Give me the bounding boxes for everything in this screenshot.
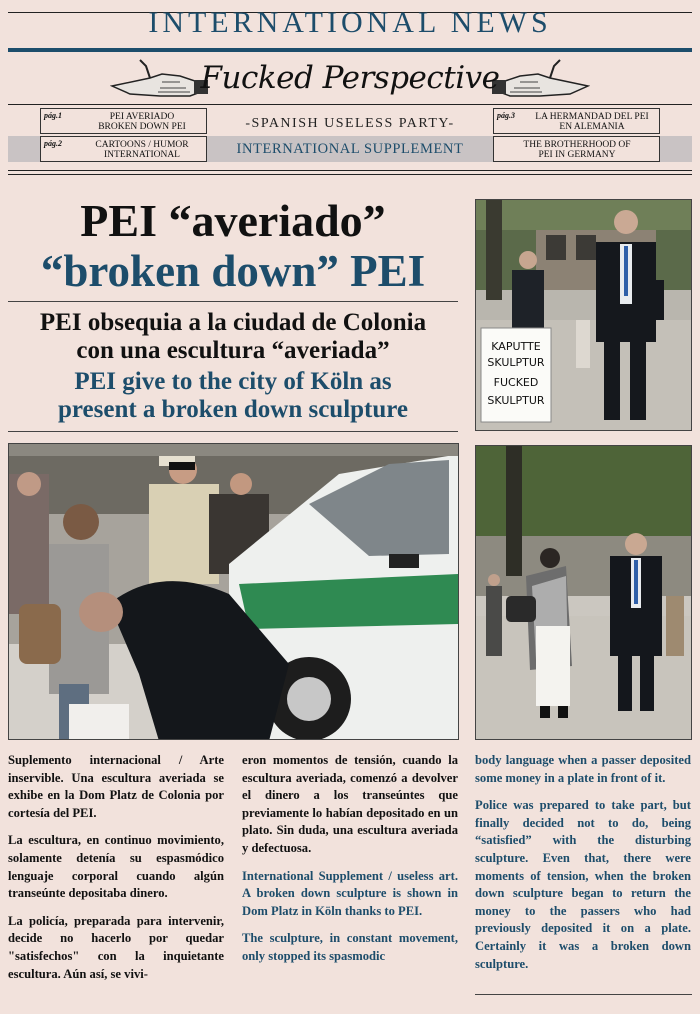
article-paragraph: Suplemento internacional / Arte inservible. Una escultura averiada se exhibe en la Dom Platz de Colonia por cortesía del PEI.: [8, 753, 224, 820]
index-page-number: pág.3: [497, 111, 515, 120]
index-box-page3: [493, 108, 660, 134]
party-label: -SPANISH USELESS PARTY-: [245, 116, 455, 131]
index-box-page1: [40, 108, 207, 134]
photo-sculpture-plaza: [475, 445, 692, 740]
article-paragraph-en: The sculpture, in constant movement, only stopped its spasmodic: [242, 931, 458, 963]
article-paragraph: La policía, preparada para intervenir, decide no hacerlo por quedar "satisfechos" con la inquietante escultura. Aún así, se vivi-: [8, 913, 224, 981]
divider: [8, 301, 458, 302]
divider: [8, 431, 458, 432]
masthead-subtitle: Fucked Perspective: [200, 60, 500, 96]
index-text: CARTOONS / HUMOR INTERNATIONAL: [95, 140, 189, 160]
supplement-label: INTERNATIONAL SUPPLEMENT: [236, 141, 464, 157]
sign-line1: KAPUTTE: [491, 340, 541, 353]
photo-police-car: [8, 443, 459, 740]
sign-line4: SKULPTUR: [487, 394, 545, 407]
article-column-2: [242, 752, 458, 976]
index-text: LA HERMANDAD DEL PEI EN ALEMANIA: [535, 112, 649, 132]
index-page-number: pág.1: [44, 111, 62, 120]
subheadline-es: PEI obsequia a la ciudad de Colonia con una escultura “averiada”: [39, 309, 427, 364]
article-paragraph-en: International Supplement / useless art. A broken down sculpture is shown in Dom Platz in Köln thanks to PEI.: [242, 868, 458, 918]
sign-line2: SKULPTUR: [487, 356, 545, 369]
index-box-page2: [40, 136, 207, 162]
masthead-title: INTERNATIONAL NEWS: [148, 6, 552, 39]
article-paragraph-en: Police was prepared to take part, but finally decided not to do, being “satisfied” with the disturbing sculpture. Even that, there were moments of tension, when the broken down sculpture began to return the money to the passers who had previously deposited it on a plate. Certainly it was a broken down sculpture.: [475, 798, 691, 971]
article-paragraph-en: body language when a passer deposited some money in a plate in front of it.: [475, 753, 691, 785]
article-paragraph: eron momentos de tensión, cuando la escultura averiada, comenzó a devolver el dinero a los transeúntes que previamente lo habían depositado en un plato. Sin duda, una escultura averiada y defectuosa.: [242, 753, 458, 855]
photo-sign-performer: [475, 199, 692, 431]
headline-es: PEI “averiado”: [80, 195, 386, 246]
article-paragraph: La escultura, en continuo movimiento, solamente detenía su espasmódico lenguaje corporal cuando algún transeúnte depositaba dinero.: [8, 833, 224, 901]
index-page-number: pág.2: [44, 139, 62, 148]
index-text: THE BROTHERHOOD OF PEI IN GERMANY: [523, 140, 631, 160]
headline-en: “broken down” PEI: [40, 246, 426, 296]
index-box-brotherhood: [493, 136, 660, 162]
divider: [475, 994, 692, 995]
subheadline-en: PEI give to the city of Köln as present a broken down sculpture: [57, 368, 409, 423]
sign-line3: FUCKED: [493, 376, 539, 389]
article-column-1: [8, 752, 224, 993]
article-column-3: [475, 752, 691, 983]
index-text: PEI AVERIADO BROKEN DOWN PEI: [98, 112, 186, 132]
